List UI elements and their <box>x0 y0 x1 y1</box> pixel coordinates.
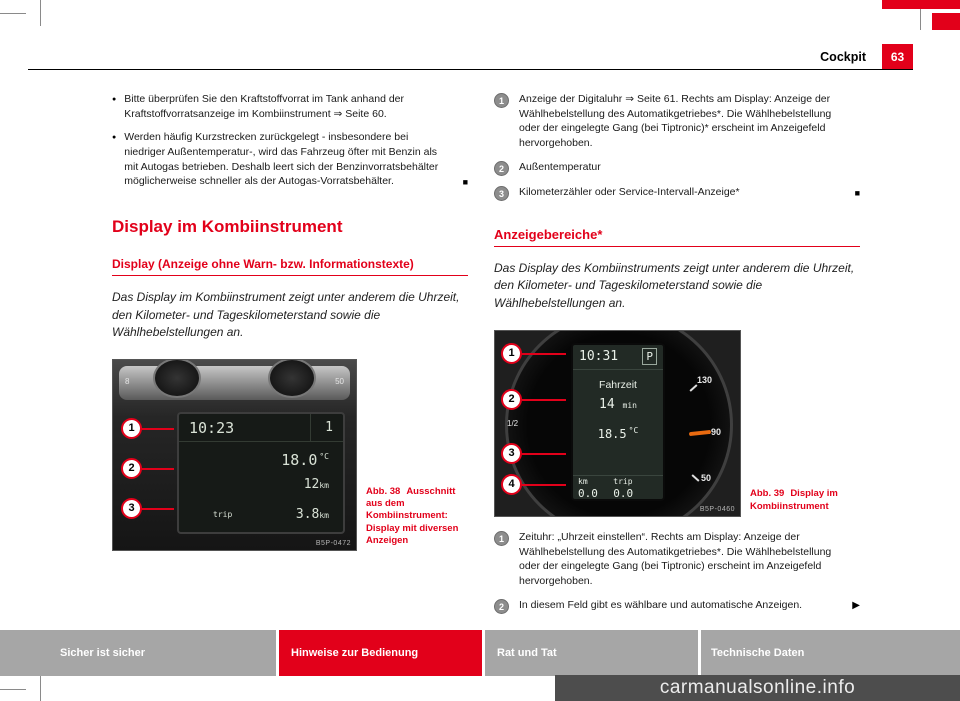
callout-4: 4 <box>501 474 522 495</box>
trip-label: trip <box>213 509 233 519</box>
image-code: B5P-0460 <box>699 505 735 513</box>
print-color-mark <box>882 0 960 9</box>
footer-nav <box>0 630 960 676</box>
legend-text: In diesem Feld gibt es wählbare und automatische Anzeigen. <box>519 598 803 611</box>
legend-item <box>494 530 860 589</box>
legend-item <box>494 92 860 151</box>
crop-mark-bottom-left-horizontal <box>0 689 26 690</box>
gauge-number: 50 <box>335 377 344 387</box>
legend-number: 3 <box>494 186 509 201</box>
legend-number: 1 <box>494 531 509 546</box>
display-clock: 10:23 <box>189 418 235 437</box>
left-column <box>112 92 468 551</box>
odometer-unit: km <box>319 481 329 491</box>
callout-3: 3 <box>121 498 142 519</box>
section-heading: Anzeigebereiche* <box>494 227 860 247</box>
display-odometer: 0.0 <box>578 487 598 501</box>
footer-section-label: Technische Daten <box>711 647 805 659</box>
footer-section-technische-daten <box>701 630 960 676</box>
bullet-text: Bitte überprüfen Sie den Kraftstoffvorrat im Tank anhand der Kraftstoffvorratsanzeige im Kombiinstrument ⇒ Seite 60. <box>124 93 405 120</box>
legend-item <box>494 598 860 614</box>
callout-1: 1 <box>121 418 142 439</box>
legend-item <box>494 160 860 176</box>
bullet-text: Werden häufig Kurzstrecken zurückgelegt - insbesondere bei niedriger Außentemperatur-, wird das Fahrzeug öfter mit Benzin als mit Autogas betrieben. Deshalb leert sich der Benzinvorratsbehälter möglicherweise schneller als der Autogas-Vorratsbehälter. <box>124 131 439 188</box>
legend-number: 2 <box>494 161 509 176</box>
crop-mark-top-left-vertical <box>40 0 41 26</box>
display-clock: 10:31 <box>579 349 619 365</box>
right-column <box>494 92 860 623</box>
display-mode-label: Fahrzeit <box>599 378 637 391</box>
figure-39 <box>494 330 860 517</box>
section-intro: Das Display des Kombiinstruments zeigt unter anderem die Uhrzeit, den Kilometer- und Tageskilometerstand sowie die Wählhebelstellungen an. <box>494 260 855 310</box>
section-end-icon: ■ <box>462 176 468 187</box>
header-rule <box>28 69 913 70</box>
bullet-item <box>112 130 468 189</box>
caption-text: Display im Kombiinstrument <box>750 488 838 512</box>
fuel-gauge-mark: 1/2 <box>507 418 519 428</box>
continuation-arrow-icon: ▶ <box>852 599 860 611</box>
callout-2: 2 <box>501 389 522 410</box>
dial-number: 130 <box>697 374 713 385</box>
figure-39-caption <box>750 488 854 517</box>
callout-3: 3 <box>501 443 522 464</box>
legend-text: Zeituhr: „Uhrzeit einstellen“. Rechts am Display: Anzeige der Wählhebelstellung des Automatikgetriebes*. Die Wählhebelstellung oder der eingelegte Gang (bei Tiptronic) erscheint im Anzeigefeld hervorgehoben. <box>519 530 832 587</box>
odometer-label: km <box>578 477 588 487</box>
subsection-heading: Display (Anzeige ohne Warn- bzw. Informationstexte) <box>112 257 468 276</box>
figure-38 <box>112 359 468 551</box>
watermark: carmanualsonline.info <box>555 675 960 701</box>
bullet-item <box>112 92 468 121</box>
trip-unit: km <box>319 510 329 520</box>
footer-section-sicher-ist-sicher <box>0 630 276 676</box>
display-mode-value: 14 <box>599 396 615 412</box>
footer-section-label: Hinweise zur Bedienung <box>291 647 419 659</box>
display-mode-unit: min <box>622 400 637 410</box>
image-code: B5P-0472 <box>315 540 351 548</box>
dial-number: 50 <box>701 472 712 483</box>
print-color-mark <box>932 13 960 30</box>
figure-39-image <box>494 330 741 517</box>
display-temperature: 18.0 <box>281 451 318 470</box>
caption-label: Abb. 38 <box>366 485 401 497</box>
callout-1: 1 <box>501 343 522 364</box>
display-gear-indicator: P <box>642 348 657 365</box>
caption-text: Ausschnitt aus dem Kombiinstrument: Display mit diversen Anzeigen <box>366 485 459 546</box>
footer-section-rat-und-tat <box>485 630 698 676</box>
chapter-title: Cockpit <box>820 50 866 64</box>
bullet-icon: ● <box>112 96 117 103</box>
dial-number: 90 <box>711 426 722 437</box>
instrument-display <box>177 412 345 534</box>
display-gear-indicator: 1 <box>310 414 333 441</box>
temperature-unit: °C <box>628 425 639 435</box>
legend-text: Kilometerzähler oder Service-Intervall-Anzeige* <box>519 185 740 198</box>
display-trip: 3.8 <box>295 506 320 522</box>
legend-text: Anzeige der Digitaluhr ⇒ Seite 61. Rechts am Display: Anzeige der Wählhebelstellung des Automatikgetriebes*. Die Wählhebelstellung oder der eingelegte Gang (bei Tiptronic)* erscheint im Anzeigefeld hervorgehoben. <box>519 93 832 150</box>
legend-number: 2 <box>494 599 509 614</box>
footer-section-hinweise-zur-bedienung <box>279 630 482 676</box>
footer-section-label: Rat und Tat <box>497 647 557 659</box>
figure-38-caption <box>366 486 468 552</box>
instrument-display <box>571 343 665 501</box>
figure-38-image <box>112 359 357 551</box>
gauge-number: 8 <box>125 377 130 387</box>
caption-label: Abb. 39 <box>750 488 785 500</box>
legend-item <box>494 185 860 201</box>
trip-label: trip <box>613 477 633 487</box>
section-intro: Das Display im Kombiinstrument zeigt unter anderem die Uhrzeit, den Kilometer- und Tageskilometerstand sowie die Wählhebelstellungen an. <box>112 290 460 339</box>
page-number-badge: 63 <box>882 44 913 69</box>
display-temperature: 18.5 <box>597 426 627 441</box>
legend-text: Außentemperatur <box>519 160 601 173</box>
footer-section-label: Sicher ist sicher <box>60 647 145 659</box>
crop-mark-top-left-horizontal <box>0 13 26 14</box>
crop-mark-bottom-left-vertical <box>40 676 41 701</box>
legend-number: 1 <box>494 93 509 108</box>
section-end-icon: ■ <box>854 188 860 199</box>
bullet-icon: ● <box>112 134 117 142</box>
display-trip: 0.0 <box>613 487 634 501</box>
section-heading: Display im Kombiinstrument <box>112 217 343 237</box>
temperature-unit: °C <box>319 452 329 462</box>
display-odometer: 12 <box>303 477 320 493</box>
callout-2: 2 <box>121 458 142 479</box>
